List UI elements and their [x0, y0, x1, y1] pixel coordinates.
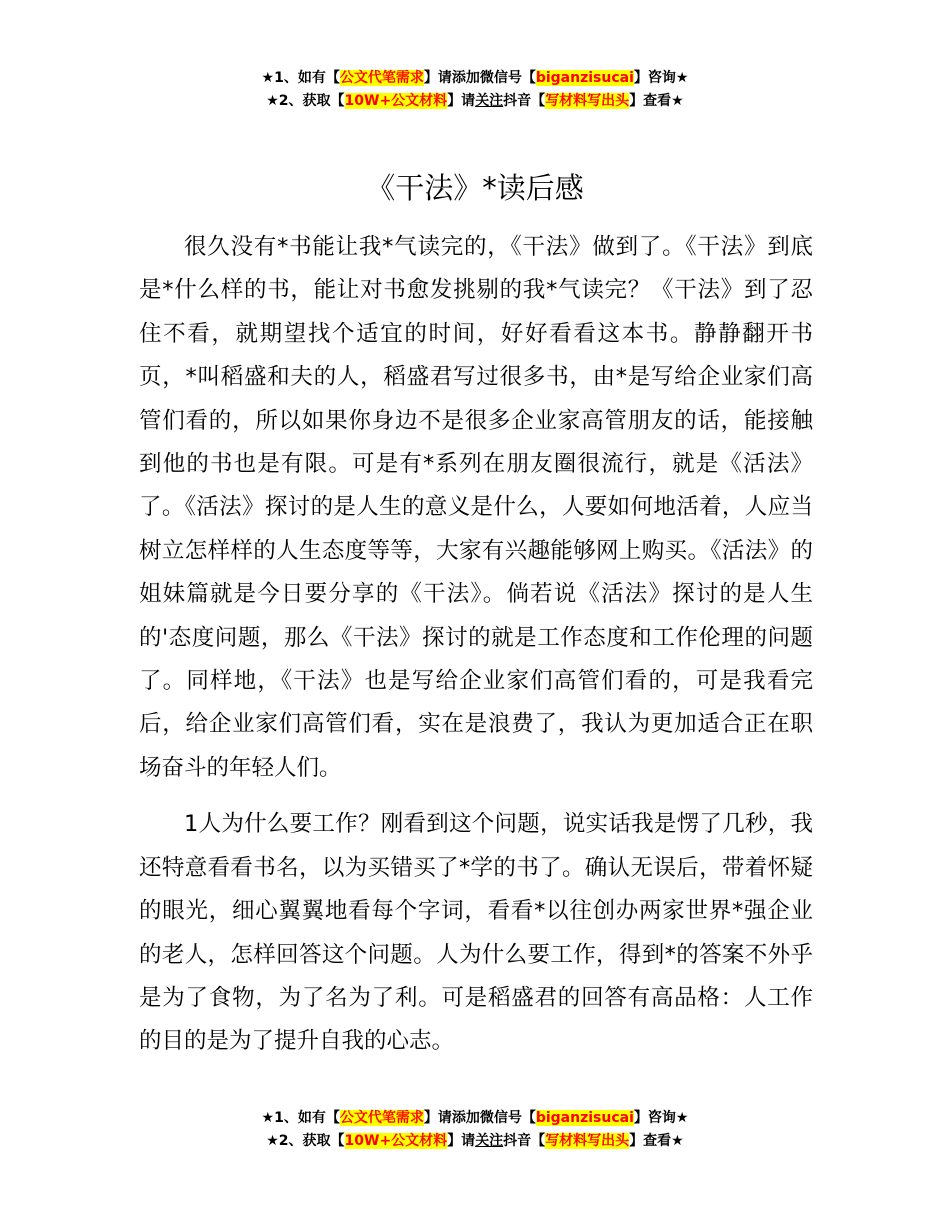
- body-paragraph: 1人为什么要工作？刚看到这个问题，说实话我是愣了几秒，我还特意看看书名，以为买错买了*学的书了。确认无误后，带着怀疑的眼光，细心翼翼地看每个字词，看看*以往创办两家世界*强企业的老人，怎样回答这个问题。人为什么要工作，得到*的答案不外乎是为了食物，为了名为了利。可是稻盛君的回答有高品格：人工作的目的是为了提升自我的心志。: [139, 811, 813, 1055]
- promo-text: 】查看★: [629, 93, 684, 109]
- promo-emphasis: 添加: [451, 70, 480, 86]
- promo-highlight: biganzisucai: [535, 1110, 634, 1126]
- promo-text: ★1、如有【: [261, 1110, 340, 1126]
- promo-text: 】请: [423, 1110, 452, 1126]
- header-promo-banner: [0, 67, 950, 113]
- promo-line-2: [0, 90, 950, 113]
- promo-text: 】咨询★: [633, 70, 689, 86]
- promo-highlight: 写材料写出头: [545, 93, 630, 109]
- promo-line-1: [0, 67, 950, 90]
- promo-text: 】查看★: [629, 1133, 684, 1149]
- promo-line-2: [0, 1130, 950, 1153]
- promo-text: 】咨询★: [633, 1110, 689, 1126]
- promo-text: ★2、获取【: [266, 93, 345, 109]
- promo-text: 】请: [423, 70, 452, 86]
- document-body: [139, 226, 813, 1064]
- promo-highlight: 公文代笔需求: [339, 70, 424, 86]
- promo-highlight: 10W+公文材料: [344, 1133, 448, 1149]
- promo-emphasis: 关注: [475, 93, 504, 109]
- promo-highlight: biganzisucai: [535, 70, 634, 86]
- promo-line-1: [0, 1107, 950, 1130]
- promo-emphasis: 添加: [451, 1110, 480, 1126]
- promo-text: ★1、如有【: [261, 70, 340, 86]
- promo-text: ★2、获取【: [266, 1133, 345, 1149]
- promo-text: 微信号【: [479, 70, 536, 86]
- document-title: 《干法》*读后感: [366, 171, 584, 205]
- promo-text: 】请: [447, 1133, 476, 1149]
- promo-text: 抖音【: [503, 1133, 546, 1149]
- promo-highlight: 公文代笔需求: [339, 1110, 424, 1126]
- footer-promo-banner: [0, 1107, 950, 1153]
- promo-highlight: 10W+公文材料: [344, 93, 448, 109]
- promo-emphasis: 关注: [475, 1133, 504, 1149]
- promo-text: 微信号【: [479, 1110, 536, 1126]
- promo-highlight: 写材料写出头: [545, 1133, 630, 1149]
- body-paragraph: 很久没有*书能让我*气读完的，《干法》做到了。《干法》到底是*什么样的书，能让对书愈发挑剔的我*气读完？《干法》到了忍住不看，就期望找个适宜的时间，好好看看这本书。静静翻开书页，*叫稻盛和夫的人，稻盛君写过很多书，由*是写给企业家们高管们看的，所以如果你身边不是很多企业家高管朋友的话，能接触到他的书也是有限。可是有*系列在朋友圈很流行，就是《活法》了。《活法》探讨的是人生的意义是什么，人要如何地活着，人应当树立怎样样的人生态度等等，大家有兴趣能够网上购买。《活法》的姐妹篇就是今日要分享的《干法》。倘若说《活法》探讨的是人生的'态度问题，那么《干法》探讨的就是工作态度和工作伦理的问题了。同样地，《干法》也是写给企业家们高管们看的，可是我看完后，给企业家们高管们看，实在是浪费了，我认为更加适合正在职场奋斗的年轻人们。: [139, 234, 813, 781]
- promo-text: 抖音【: [503, 93, 546, 109]
- promo-text: 】请: [447, 93, 476, 109]
